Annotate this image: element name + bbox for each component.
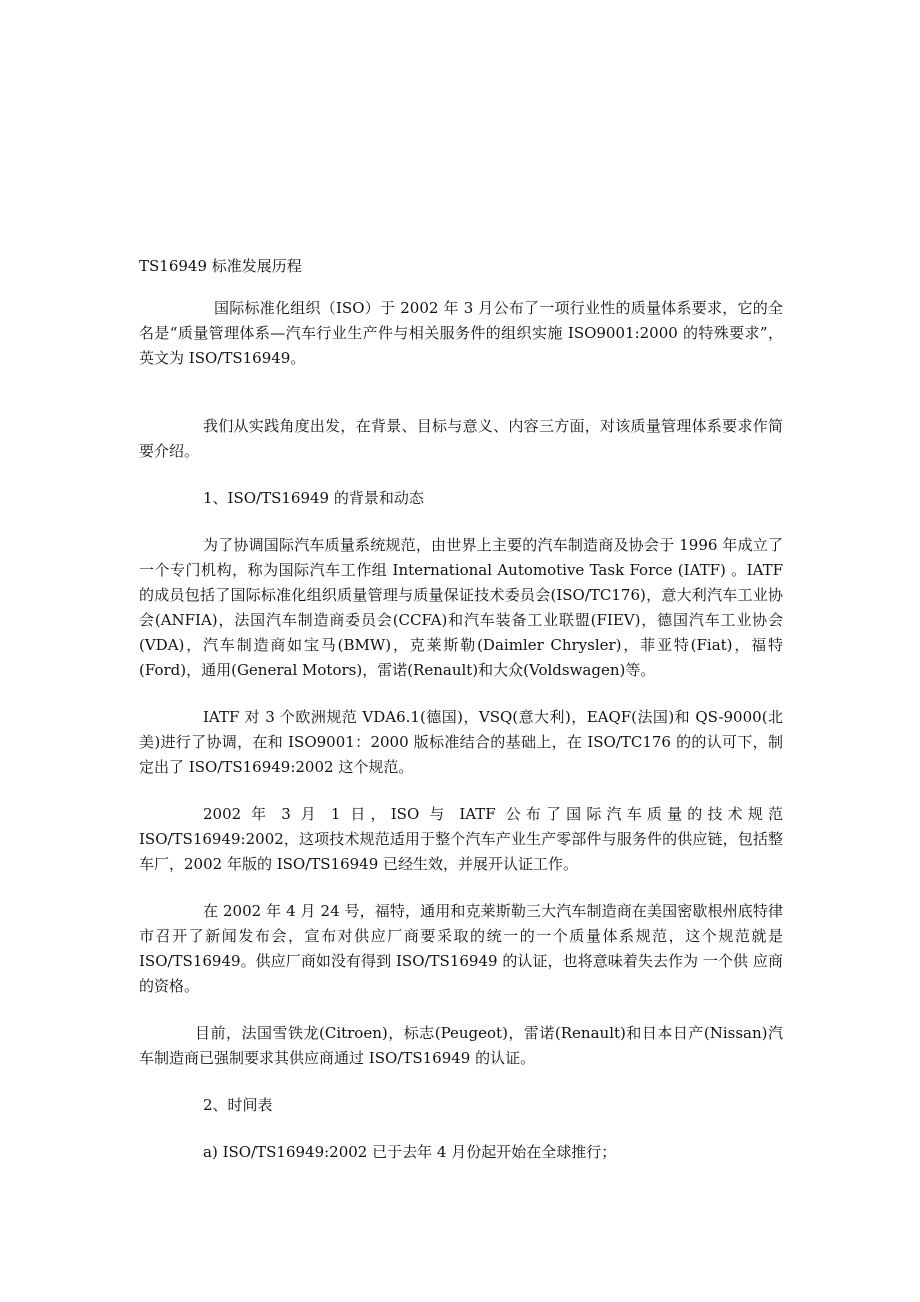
document-title: TS16949 标准发展历程 (139, 257, 302, 275)
paragraph-press-conference: 在 2002 年 4 月 24 号，福特，通用和克莱斯勒三大汽车制造商在美国密歇根州底特律市召开了新闻发布会，宣布对供应厂商要采取的统一的一个质量体系规范，这个规范就是 ISO/TS16949。供应厂商如没有得到 ISO/TS16949 的认证，也将意味着失去作为 一个供 应商的资格。 (139, 902, 783, 995)
timeline-item-a: a) ISO/TS16949:2002 已于去年 4 月份起开始在全球推行； (203, 1143, 617, 1161)
document-page (139, 254, 783, 1165)
paragraph-current-status: 目前，法国雪铁龙(Citroen)，标志(Peugeot)，雷诺(Renault)和日本日产(Nissan)汽车制造商已强制要求其供应商通过 ISO/TS16949 的认证。 (139, 1024, 783, 1067)
section-heading-background: 1、ISO/TS16949 的背景和动态 (203, 489, 424, 507)
paragraph-overview: 我们从实践角度出发，在背景、目标与意义、内容三方面，对该质量管理体系要求作简要介绍。 (139, 417, 783, 460)
section-heading-timeline: 2、时间表 (203, 1096, 273, 1114)
paragraph-intro: 国际标准化组织（ISO）于 2002 年 3 月公布了一项行业性的质量体系要求，它的全名是“质量管理体系—汽车行业生产件与相关服务件的组织实施 ISO9001:2000 的特殊要求”，英文为 ISO/TS16949。 (139, 299, 783, 367)
paragraph-2002-release: 2002 年 3 月 1 日，ISO 与 IATF 公布了国际汽车质量的技术规范 ISO/TS16949:2002，这项技术规范适用于整个汽车产业生产零部件与服务件的供应链，包括整车厂，2002 年版的 ISO/TS16949 已经生效，并展开认证工作。 (139, 805, 783, 873)
paragraph-iatf-coordination: IATF 对 3 个欧洲规范 VDA6.1(德国)，VSQ(意大利)，EAQF(法国)和 QS-9000(北美)进行了协调，在和 ISO9001：2000 版标准结合的基础上，在 ISO/TC176 的的认可下，制定出了 ISO/TS16949:2002 这个规范。 (139, 708, 783, 776)
paragraph-iatf-founding: 为了协调国际汽车质量系统规范，由世界上主要的汽车制造商及协会于 1996 年成立了一个专门机构，称为国际汽车工作组 International Automotive Task Force (IATF) 。IATF 的成员包括了国际标准化组织质量管理与质量保证技术委员会(ISO/TC176)，意大利汽车工业协会(ANFIA)，法国汽车制造商委员会(CCFA)和汽车装备工业联盟(FIEV)，德国汽车工业协会(VDA)，汽车制造商如宝马(BMW)，克莱斯勒(Daimler Chrysler)，菲亚特(Fiat)，福特(Ford)，通用(General Motors)，雷诺(Renault)和大众(Voldswagen)等。 (139, 536, 783, 679)
